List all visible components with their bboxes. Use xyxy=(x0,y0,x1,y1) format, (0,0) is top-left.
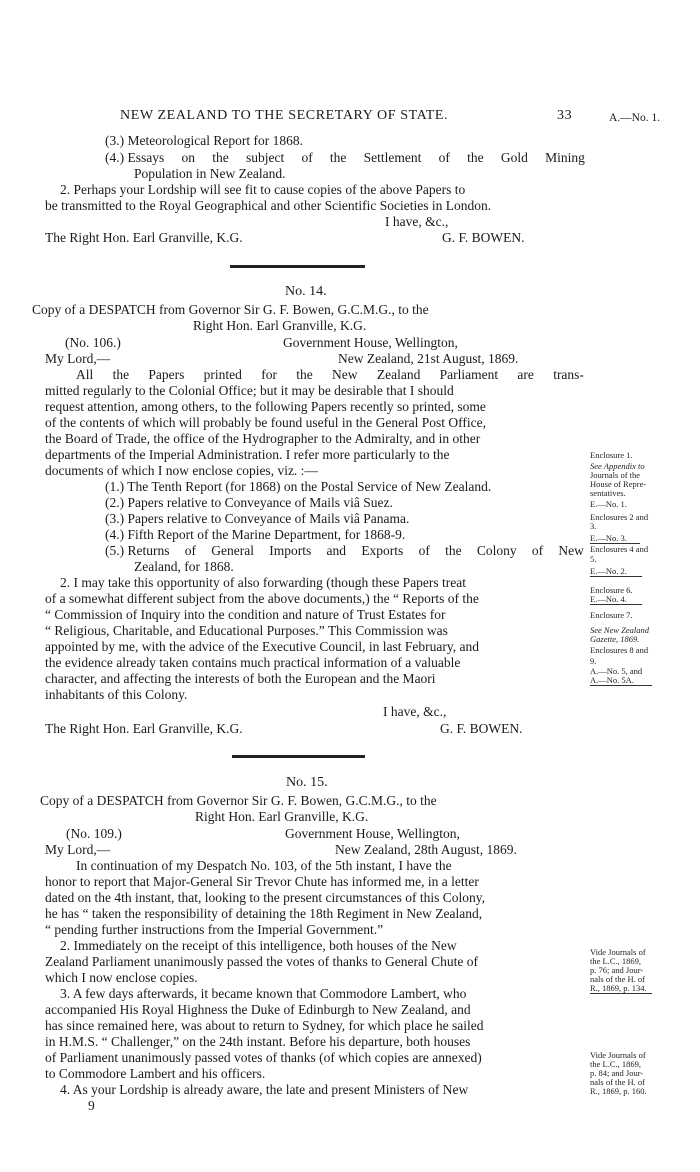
enclosure-list-item: (3.) Papers relative to Conveyance of Mails viâ Panama. xyxy=(105,511,410,526)
word: printed xyxy=(203,367,242,382)
margin-note: 9. xyxy=(590,656,597,666)
salutation: My Lord,— xyxy=(45,842,111,857)
enclosure-list-item xyxy=(105,543,584,559)
closing: I have, &c., xyxy=(383,704,447,719)
word: on xyxy=(181,150,195,165)
paper-reference: A.—No. 1. xyxy=(609,112,661,124)
word: Gold xyxy=(500,150,528,165)
word: trans- xyxy=(553,367,584,382)
margin-note: Enclosure 1. xyxy=(590,450,633,460)
word: the xyxy=(445,543,462,558)
margin-note: R., 1869, p. 160. xyxy=(590,1086,647,1096)
margin-note: Journals of the xyxy=(590,470,641,480)
paragraph-line: which I now enclose copies. xyxy=(45,970,198,985)
word: the xyxy=(329,150,347,165)
margin-note: Vide Journals of xyxy=(590,1050,646,1060)
margin-note: E.—No. 2. xyxy=(590,567,642,577)
paragraph-line: appointed by me, with the advice of the Executive Council, in last February, and xyxy=(45,639,480,654)
word: of xyxy=(301,150,313,165)
word: and xyxy=(326,543,347,558)
word: are xyxy=(517,367,534,382)
running-header-title: NEW ZEALAND TO THE SECRETARY OF STATE. xyxy=(120,108,449,123)
section-divider xyxy=(230,265,365,268)
paragraph-line: In continuation of my Despatch No. 103, of the 5th instant, I have the xyxy=(76,858,452,873)
margin-note: the L.C., 1869, xyxy=(590,1059,641,1069)
margin-note: p. 76; and Jour- xyxy=(590,965,644,975)
word: General xyxy=(211,543,255,558)
list-item-essays xyxy=(105,150,585,166)
paragraph-line: accompanied His Royal Highness the Duke of Edinburgh to New Zealand, and xyxy=(45,1002,471,1017)
paragraph-line: “ pending further instructions from the Imperial Government.” xyxy=(45,922,384,937)
word: Parliament xyxy=(439,367,499,382)
despatch-reference: (No. 109.) xyxy=(66,826,122,841)
paragraph-line: the evidence already taken contains much practical information of a valuable xyxy=(45,655,461,670)
margin-note: the L.C., 1869, xyxy=(590,956,641,966)
word: the xyxy=(296,367,313,382)
margin-note: Enclosure 7. xyxy=(590,610,633,620)
signature: G. F. BOWEN. xyxy=(440,721,523,736)
margin-note: nals of the H. of xyxy=(590,1077,646,1087)
paragraph-line: request attention, among others, to the following Papers recently so printed, some xyxy=(45,399,486,414)
margin-note: Enclosures 4 and xyxy=(590,544,649,554)
margin-note: Enclosures 2 and xyxy=(590,512,649,522)
paragraph-line: 2. I may take this opportunity of also forwarding (though these Papers treat xyxy=(60,575,467,590)
paragraph-line: dated on the 4th instant, that, looking to the present circumstances of this Colony, xyxy=(45,890,486,905)
paragraph-line: has since remained here, was about to return to Sydney, for which place he sailed xyxy=(45,1018,484,1033)
margin-note: Enclosure 6. xyxy=(590,585,633,595)
margin-note: E.—No. 1. xyxy=(590,499,627,509)
word: (5.) Returns xyxy=(105,543,170,558)
list-item-meteorological: (3.) Meteorological Report for 1868. xyxy=(105,133,303,148)
word: the xyxy=(212,150,229,165)
addressee: The Right Hon. Earl Granville, K.G. xyxy=(45,230,243,245)
despatch-reference: (No. 106.) xyxy=(65,335,121,350)
word: the xyxy=(112,367,130,382)
paragraph-line: character, and affecting the interests of both the European and the Maori xyxy=(45,671,436,686)
word: Papers xyxy=(148,367,185,382)
despatch-place: Government House, Wellington, xyxy=(285,826,460,841)
addressee: The Right Hon. Earl Granville, K.G. xyxy=(45,721,243,736)
paragraph-line: “ Commission of Inquiry into the condition and nature of Trust Estates for xyxy=(45,607,446,622)
despatch-date: New Zealand, 21st August, 1869. xyxy=(338,351,519,366)
enclosure-list-item-continued: Zealand, for 1868. xyxy=(134,559,234,574)
word: All xyxy=(76,367,94,382)
paragraph-line: honor to report that Major-General Sir Trevor Chute has informed me, in a letter xyxy=(45,874,479,889)
word: Zealand xyxy=(376,367,421,382)
margin-note: nals of the H. of xyxy=(590,974,646,984)
despatch-title-continued: Right Hon. Earl Granville, K.G. xyxy=(195,809,369,824)
list-item-essays-continued: Population in New Zealand. xyxy=(134,166,286,181)
margin-note: R., 1869, p. 134. xyxy=(590,984,652,994)
paragraph-line: inhabitants of this Colony. xyxy=(45,687,188,702)
margin-note: See New Zealand xyxy=(590,625,650,635)
signature: G. F. BOWEN. xyxy=(442,230,525,245)
despatch-number: No. 14. xyxy=(285,284,327,299)
margin-note: Gazette, 1869. xyxy=(590,634,640,644)
word: of xyxy=(418,543,430,558)
word: Colony xyxy=(476,543,517,558)
closing: I have, &c., xyxy=(385,214,449,229)
word: Imports xyxy=(269,543,312,558)
paragraph-line: the Board of Trade, the office of the Hydrographer to the Admiralty, and in other xyxy=(45,431,481,446)
enclosure-list-item: (1.) The Tenth Report (for 1868) on the Postal Service of New Zealand. xyxy=(105,479,492,494)
despatch-date: New Zealand, 28th August, 1869. xyxy=(335,842,517,857)
word: New xyxy=(558,543,584,558)
word: of xyxy=(438,150,450,165)
signature-mark: 9 xyxy=(88,1098,95,1113)
word: Mining xyxy=(545,150,585,165)
paragraph-line: “ Religious, Charitable, and Educational Purposes.” This Commission was xyxy=(45,623,448,638)
paragraph-line: Zealand Parliament unanimously passed the votes of thanks to General Chute of xyxy=(45,954,479,969)
enclosure-list-item: (4.) Fifth Report of the Marine Department, for 1868-9. xyxy=(105,527,406,542)
section-divider xyxy=(232,755,365,758)
paragraph-line: 2. Immediately on the receipt of this intelligence, both houses of the New xyxy=(60,938,457,953)
salutation: My Lord,— xyxy=(45,351,111,366)
margin-note: sentatives. xyxy=(590,488,626,498)
paragraph-line: 4. As your Lordship is already aware, the late and present Ministers of New xyxy=(60,1082,469,1097)
margin-note: House of Repre- xyxy=(590,479,647,489)
paragraph-line: of the contents of which will probably be found useful in the General Post Office, xyxy=(45,415,487,430)
margin-note: A.—No. 5, and xyxy=(590,666,643,676)
despatch-number: No. 15. xyxy=(286,775,328,790)
margin-note: Vide Journals of xyxy=(590,947,646,957)
margin-note: 3. xyxy=(590,521,597,531)
word: New xyxy=(332,367,358,382)
word: of xyxy=(184,543,197,558)
despatch-title-continued: Right Hon. Earl Granville, K.G. xyxy=(193,318,367,333)
margin-note: E.—No. 4. xyxy=(590,595,642,605)
margin-note: A.—No. 5A. xyxy=(590,676,652,686)
margin-note: E.—No. 3. xyxy=(590,534,640,544)
margin-note: Enclosures 8 and xyxy=(590,645,649,655)
margin-note: 5. xyxy=(590,554,597,564)
paragraph-line: departments of the Imperial Administration. I refer more particularly to the xyxy=(45,447,450,462)
paragraph-line: mitted regularly to the Colonial Office; but it may be desirable that I should xyxy=(45,383,454,398)
despatch-title: Copy of a DESPATCH from Governor Sir G. F. Bowen, G.C.M.G., to the xyxy=(40,793,437,808)
paragraph-line: of a somewhat different subject from the above documents,) the “ Reports of the xyxy=(45,591,479,606)
paragraph-line: 3. A few days afterwards, it became known that Commodore Lambert, who xyxy=(60,986,467,1001)
paragraph-line: 2. Perhaps your Lordship will see fit to cause copies of the above Papers to xyxy=(60,182,466,197)
paragraph-line xyxy=(76,367,584,383)
paragraph-line: documents of which I now enclose copies, viz. :— xyxy=(45,463,318,478)
paragraph-line: be transmitted to the Royal Geographical and other Scientific Societies in London. xyxy=(45,198,492,213)
paragraph-line: in H.M.S. “ Challenger,” on the 24th instant. Before his departure, both houses xyxy=(45,1034,471,1049)
paragraph-line: to Commodore Lambert and his officers. xyxy=(45,1066,266,1081)
margin-note: See Appendix to xyxy=(590,461,645,471)
word: subject xyxy=(245,150,285,165)
page-number: 33 xyxy=(557,108,573,123)
word: of xyxy=(531,543,544,558)
word: Exports xyxy=(361,543,404,558)
paragraph-line: of Parliament unanimously passed votes of thanks (of which copies are annexed) xyxy=(45,1050,482,1065)
word: the xyxy=(467,150,484,165)
despatch-place: Government House, Wellington, xyxy=(283,335,458,350)
despatch-title: Copy of a DESPATCH from Governor Sir G. F. Bowen, G.C.M.G., to the xyxy=(32,302,429,317)
word: Settlement xyxy=(363,150,422,165)
word: (4.) Essays xyxy=(105,150,165,165)
word: for xyxy=(261,367,277,382)
margin-note: p. 84; and Jour- xyxy=(590,1068,644,1078)
enclosure-list-item: (2.) Papers relative to Conveyance of Mails viâ Suez. xyxy=(105,495,393,510)
paragraph-line: he has “ taken the responsibility of detaining the 18th Regiment in New Zealand, xyxy=(45,906,483,921)
